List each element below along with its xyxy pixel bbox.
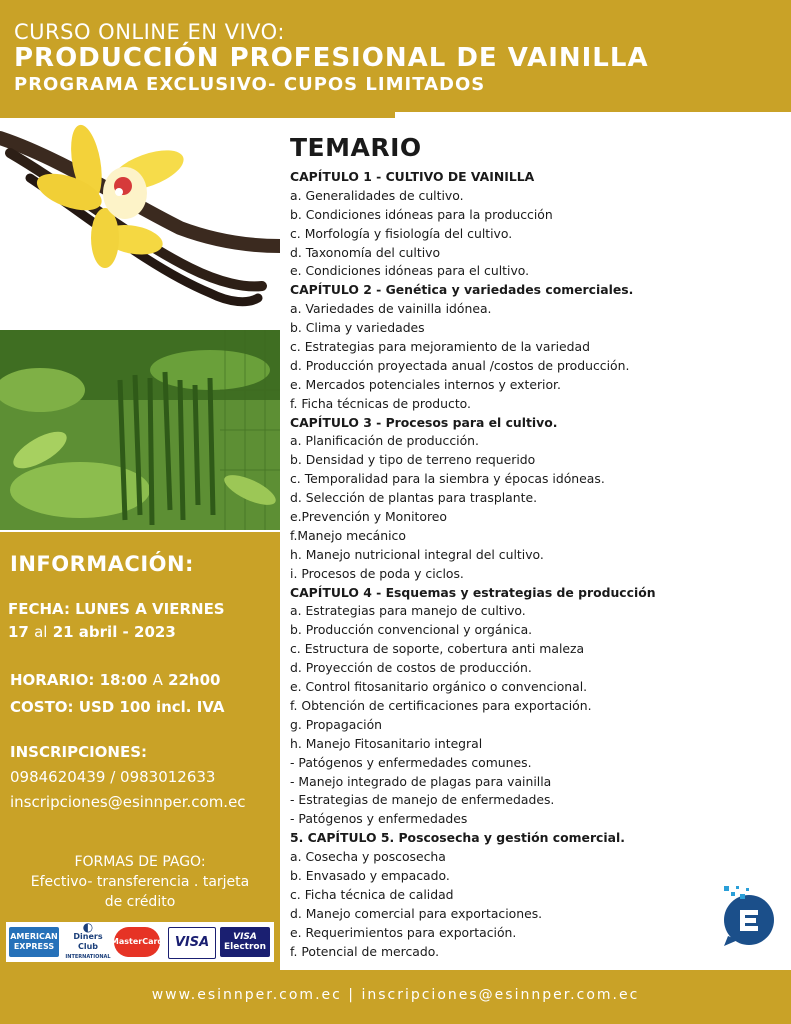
topic-item: e. Requerimientos para exportación. bbox=[290, 924, 517, 940]
payment-methods bbox=[0, 852, 280, 912]
topic-item: c. Morfología y fisiología del cultivo. bbox=[290, 225, 513, 241]
footer-divider bbox=[0, 970, 791, 984]
footer-bar bbox=[0, 984, 791, 1024]
topic-item: e. Condiciones idóneas para el cultivo. bbox=[290, 263, 530, 279]
costo: COSTO: USD 100 incl. IVA bbox=[10, 698, 225, 716]
info-panel bbox=[0, 532, 280, 972]
topic-item: d. Taxonomía del cultivo bbox=[290, 244, 441, 260]
chapter-heading: CAPÍTULO 3 - Procesos para el cultivo. bbox=[290, 414, 558, 430]
topic-item: b. Clima y variedades bbox=[290, 320, 425, 336]
horario-a: A bbox=[152, 671, 163, 689]
chapter-heading: CAPÍTULO 1 - CULTIVO DE VAINILLA bbox=[290, 169, 535, 184]
chapter-heading: 5. CAPÍTULO 5. Poscosecha y gestión comercial. bbox=[290, 830, 625, 846]
mastercard-logo: MasterCard bbox=[114, 927, 160, 957]
topic-item: - Patógenos y enfermedades bbox=[290, 811, 468, 827]
amex-logo: AMERICAN EXPRESS bbox=[9, 927, 59, 957]
topic-item: a. Generalidades de cultivo. bbox=[290, 187, 464, 203]
topic-item: e.Prevención y Monitoreo bbox=[290, 509, 447, 525]
header-notch bbox=[395, 112, 791, 118]
topic-item: f. Potencial de mercado. bbox=[290, 943, 440, 959]
header-tagline: PROGRAMA EXCLUSIVO- CUPOS LIMITADOS bbox=[14, 74, 486, 95]
topic-item: b. Densidad y tipo de terreno requerido bbox=[290, 452, 536, 468]
topic-item: a. Planificación de producción. bbox=[290, 433, 479, 449]
topic-item: d. Producción proyectada anual /costos de producción. bbox=[290, 357, 630, 373]
payment-title: FORMAS DE PAGO: bbox=[74, 854, 206, 870]
topic-item: f. Ficha técnicas de producto. bbox=[290, 395, 471, 411]
header-subtitle: CURSO ONLINE EN VIVO: bbox=[14, 20, 285, 44]
topic-item: f.Manejo mecánico bbox=[290, 527, 406, 543]
header-title: PRODUCCIÓN PROFESIONAL DE VAINILLA bbox=[14, 43, 649, 73]
temario-list bbox=[290, 168, 770, 961]
horario-end: 22h00 bbox=[168, 671, 221, 689]
topic-item: c. Estructura de soporte, cobertura anti maleza bbox=[290, 641, 585, 657]
temario-section bbox=[290, 130, 770, 961]
topic-item: d. Manejo comercial para exportaciones. bbox=[290, 905, 543, 921]
temario-title: TEMARIO bbox=[290, 133, 422, 162]
diners-label: Diners Club bbox=[73, 932, 103, 951]
visa-electron-label: Electron bbox=[223, 942, 266, 952]
payment-line2: de crédito bbox=[104, 894, 176, 910]
topic-item: c. Temporalidad para la siembra y épocas idóneas. bbox=[290, 471, 605, 487]
footer-links[interactable]: www.esinnper.com.ec | inscripciones@esinnper.com.ec bbox=[151, 987, 640, 1003]
topic-item: c. Estrategias para mejoramiento de la variedad bbox=[290, 339, 590, 355]
topic-item: b. Envasado y empacado. bbox=[290, 867, 450, 883]
fecha-day1: 17 bbox=[8, 623, 29, 641]
card-logos bbox=[6, 922, 274, 962]
topic-item: - Manejo integrado de plagas para vainilla bbox=[290, 773, 552, 789]
payment-line1: Efectivo- transferencia . tarjeta bbox=[30, 874, 250, 890]
topic-item: e. Control fitosanitario orgánico o convencional. bbox=[290, 679, 588, 695]
topic-item: - Estrategias de manejo de enfermedades. bbox=[290, 792, 555, 808]
visa-logo: VISA bbox=[168, 927, 216, 959]
topic-item: d. Proyección de costos de producción. bbox=[290, 660, 532, 676]
info-title: INFORMACIÓN: bbox=[10, 552, 194, 576]
fecha-rest: 21 abril - 2023 bbox=[52, 623, 176, 641]
visa-electron-logo bbox=[220, 927, 270, 957]
topic-item: a. Cosecha y poscosecha bbox=[290, 849, 446, 865]
chapter-heading: CAPÍTULO 2 - Genética y variedades comerciales. bbox=[290, 282, 634, 298]
diners-sub: INTERNATIONAL bbox=[65, 954, 111, 960]
vanilla-orchid-image bbox=[0, 118, 280, 328]
horario-label: HORARIO: 18:00 bbox=[10, 671, 148, 689]
topic-item: b. Condiciones idóneas para la producción bbox=[290, 206, 553, 222]
esinnper-logo bbox=[716, 884, 778, 946]
topic-item: b. Producción convencional y orgánica. bbox=[290, 622, 533, 638]
fecha-dates bbox=[8, 623, 176, 641]
topic-item: a. Estrategias para manejo de cultivo. bbox=[290, 603, 526, 619]
topic-item: - Patógenos y enfermedades comunes. bbox=[290, 754, 532, 770]
diners-icon: ◐ bbox=[82, 920, 94, 934]
visa-electron-visa: VISA bbox=[233, 932, 257, 942]
chapter-heading: CAPÍTULO 4 - Esquemas y estrategias de producción bbox=[290, 584, 656, 600]
topic-item: i. Procesos de poda y ciclos. bbox=[290, 565, 464, 581]
phone-numbers[interactable]: 0984620439 / 0983012633 bbox=[10, 768, 216, 786]
topic-item: d. Selección de plantas para trasplante. bbox=[290, 490, 538, 506]
topic-item: h. Manejo Fitosanitario integral bbox=[290, 735, 483, 751]
topic-item: g. Propagación bbox=[290, 716, 383, 732]
topic-item: h. Manejo nutricional integral del cultivo. bbox=[290, 546, 544, 562]
fecha-label: FECHA: LUNES A VIERNES bbox=[8, 600, 225, 618]
email-link[interactable]: inscripciones@esinnper.com.ec bbox=[10, 793, 246, 811]
inscripciones-label: INSCRIPCIONES: bbox=[10, 743, 148, 761]
header-banner bbox=[0, 0, 791, 118]
topic-item: f. Obtención de certificaciones para exportación. bbox=[290, 697, 592, 713]
horario bbox=[10, 671, 221, 689]
vanilla-plant-image bbox=[0, 330, 280, 530]
topic-item: a. Variedades de vainilla idónea. bbox=[290, 301, 492, 317]
topic-item: e. Mercados potenciales internos y exterior. bbox=[290, 376, 561, 392]
diners-logo bbox=[65, 920, 111, 960]
fecha-al: al bbox=[34, 623, 48, 641]
topic-item: c. Ficha técnica de calidad bbox=[290, 886, 454, 902]
